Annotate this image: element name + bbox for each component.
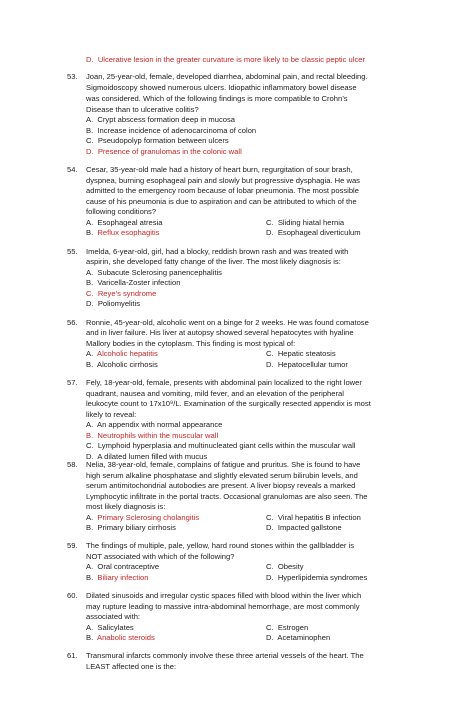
option-letter: D.: [86, 55, 94, 64]
question-stem-line: aspirin, she developed fatty change of the liver. The most likely diagnosis is:: [86, 257, 341, 266]
option-letter: C.: [86, 441, 94, 450]
option-text: A dilated lumen filled with mucus: [97, 452, 208, 461]
option-c: [266, 513, 361, 524]
question-stem-line: Sigmoidoscopy showed numerous ulcers. Idiopathic inflammatory bowel disease: [86, 83, 357, 92]
option-d: [86, 299, 140, 310]
option-a: [86, 562, 159, 573]
option-letter: D.: [86, 147, 94, 156]
question-stem-line: dyspnea, burning esophageal pain and slowly but progressive dysphagia. He was: [86, 176, 360, 185]
question-stem-line: Lymphocytic infiltrate in the portal tracts. Occasional granulomas are also seen. The: [86, 492, 368, 501]
option-text: Oral contraceptive: [97, 562, 160, 571]
option-text: Subacute Sclerosing panencephalitis: [97, 268, 222, 277]
question-stem-line: Ronnie, 45-year-old, alcoholic went on a binge for 2 weeks. He was found comatose: [86, 318, 369, 327]
option-b: [86, 126, 256, 137]
option-letter: C.: [266, 513, 274, 522]
question-stem-line: Transmural infarcts commonly involve these three arterial vessels of the heart. The: [86, 651, 364, 660]
question-stem-line: serum antimitochondrial autobodies are present. A liver biopsy reveals a marked: [86, 481, 356, 490]
option-letter: A.: [86, 420, 94, 429]
option-letter: C.: [266, 349, 274, 358]
option-text: Esophageal atresia: [97, 218, 163, 227]
option-text: Alcoholic cirrhosis: [97, 360, 158, 369]
option-c: [266, 218, 344, 229]
option-letter: D.: [266, 573, 274, 582]
option-d: [266, 573, 367, 584]
option-c-answer: [86, 289, 156, 300]
option-b: [86, 523, 176, 534]
option-text: Sliding hiatal hernia: [277, 218, 345, 227]
question-stem-line: The findings of multiple, pale, yellow, hard round stones within the gallbladder is: [86, 541, 355, 550]
option-text: Primary Sclerosing cholangitis: [97, 513, 200, 522]
option-d: [266, 360, 348, 371]
q52-option-d: [86, 55, 365, 66]
option-text: Estrogen: [277, 623, 309, 632]
question-stem-line: cause of his pneumonia is due to aspiration and can be attributed to which of the: [86, 197, 357, 206]
question-stem-line: following conditions?: [86, 207, 157, 216]
question-stem-line: most likely diagnosis is:: [86, 502, 166, 511]
option-text: Varicella-Zoster infection: [97, 278, 181, 287]
question-stem-line: Nelia, 38-year-old, female, complains of fatigue and pruritus. She is found to have: [86, 460, 361, 469]
option-text: Hyperlipidemia syndromes: [277, 573, 368, 582]
option-letter: C.: [86, 136, 94, 145]
question-stem-line: quadrant, nausea and vomiting, mild fever, and an elevation of the peripheral: [86, 389, 344, 398]
option-letter: C.: [266, 562, 274, 571]
option-text: Salicylates: [97, 623, 134, 632]
option-letter: D.: [86, 452, 94, 461]
option-d: [266, 633, 330, 644]
question-stem-line: was considered. Which of the following findings is more compatible to Crohn’s: [86, 94, 348, 103]
option-a: [86, 115, 235, 126]
option-b: [86, 360, 158, 371]
option-letter: A.: [86, 115, 94, 124]
question-stem-line: Fely, 18-year-old, female, presents with abdominal pain localized to the right lower: [86, 378, 362, 387]
option-letter: A.: [86, 623, 94, 632]
question-stem-line: Imelda, 6-year-old, girl, had a blocky, reddish brown rash and was treated with: [86, 247, 349, 256]
option-b-answer: [86, 573, 149, 584]
option-text: Increase incidence of adenocarcinoma of colon: [97, 126, 257, 135]
question-number: 58.: [67, 460, 78, 469]
option-letter: A.: [86, 513, 94, 522]
question-stem-line: leukocyte count to 17x10⁹/L. Examination of the surgically resected appendix is most: [86, 399, 371, 408]
question-number: 59.: [67, 541, 78, 550]
question-number: 55.: [67, 247, 78, 256]
question-stem-line: and in liver failure. His liver at autopsy showed several hepatocytes with hyaline: [86, 328, 354, 337]
option-text: An appendix with normal appearance: [97, 420, 223, 429]
option-letter: D.: [266, 633, 274, 642]
option-letter: A.: [86, 218, 94, 227]
question-stem-line: Joan, 25-year-old, female, developed diarrhea, abdominal pain, and rectal bleeding.: [86, 72, 368, 81]
option-letter: B.: [86, 431, 94, 440]
option-b-answer: [86, 431, 218, 442]
option-text: Presence of granulomas in the colonic wall: [97, 147, 242, 156]
option-c: [266, 623, 308, 634]
option-text: Biliary infection: [97, 573, 149, 582]
question-stem-line: may rupture leading to massive intra-abdominal hemorrhage, are most commonly: [86, 602, 360, 611]
option-c: [86, 136, 229, 147]
question-stem-line: LEAST affected one is the:: [86, 662, 177, 671]
option-letter: D.: [266, 523, 274, 532]
question-stem-line: NOT associated with which of the following?: [86, 552, 235, 561]
option-letter: B.: [86, 523, 94, 532]
option-letter: D.: [266, 228, 274, 237]
question-number: 53.: [67, 72, 78, 81]
question-number: 61.: [67, 651, 78, 660]
option-c: [86, 441, 355, 452]
option-c: [266, 349, 336, 360]
option-text: Neutrophils within the muscular wall: [97, 431, 219, 440]
option-letter: B.: [86, 228, 94, 237]
option-text: Hepatocellular tumor: [277, 360, 348, 369]
option-a: [86, 268, 222, 279]
option-d: [266, 228, 361, 239]
option-letter: B.: [86, 360, 94, 369]
option-letter: C.: [86, 289, 94, 298]
option-text: Primary biliary cirrhosis: [97, 523, 176, 532]
question-stem-line: high serum alkaline phosphatase and slightly elevated serum bilirubin levels, and: [86, 471, 358, 480]
question-stem-line: Cesar, 35-year-old male had a history of heart burn, regurgitation of sour brash,: [86, 165, 353, 174]
option-a: [86, 218, 162, 229]
option-letter: D.: [266, 360, 274, 369]
option-letter: A.: [86, 268, 94, 277]
option-text: Reye’s syndrome: [97, 289, 157, 298]
option-text: Lymphoid hyperplasia and multinucleated giant cells within the muscular wall: [97, 441, 356, 450]
option-text: Acetaminophen: [277, 633, 331, 642]
option-text: Hepatic steatosis: [277, 349, 336, 358]
option-letter: C.: [266, 218, 274, 227]
option-letter: A.: [86, 349, 94, 358]
option-c: [266, 562, 304, 573]
question-stem-line: admitted to the emergency room because of lobar pneumonia. The most possible: [86, 186, 359, 195]
option-letter: B.: [86, 573, 94, 582]
option-text: Obesity: [277, 562, 304, 571]
option-a-answer: [86, 513, 199, 524]
option-text: Viral hepatitis B infection: [277, 513, 361, 522]
question-number: 60.: [67, 591, 78, 600]
option-letter: B.: [86, 633, 94, 642]
option-text: Poliomyelitis: [97, 299, 141, 308]
question-stem-line: Disease than to ulcerative colitis?: [86, 105, 199, 114]
option-text: Impacted gallstone: [277, 523, 342, 532]
option-letter: D.: [86, 299, 94, 308]
option-text: Esophageal diverticulum: [277, 228, 361, 237]
option-text: Pseudopolyp formation between ulcers: [97, 136, 229, 145]
question-number: 54.: [67, 165, 78, 174]
option-letter: C.: [266, 623, 274, 632]
option-letter: B.: [86, 126, 94, 135]
option-letter: A.: [86, 562, 94, 571]
option-letter: B.: [86, 278, 94, 287]
question-stem-line: Dilated sinusoids and irregular cystic spaces filled with blood within the liver which: [86, 591, 362, 600]
option-d-answer: [86, 147, 242, 158]
question-stem-line: associated with:: [86, 612, 141, 621]
option-b-answer: [86, 228, 159, 239]
option-b-answer: [86, 633, 155, 644]
option-a-answer: [86, 349, 158, 360]
question-number: 56.: [67, 318, 78, 327]
option-text: Anabolic steroids: [97, 633, 155, 642]
option-text: Crypt abscess formation deep in mucosa: [97, 115, 236, 124]
option-a: [86, 420, 222, 431]
question-stem-line: likely to reveal:: [86, 410, 137, 419]
option-d: [266, 523, 342, 534]
option-text: Reflux esophagitis: [97, 228, 160, 237]
option-text: Ulcerative lesion in the greater curvature is more likely to be classic peptic ulcer: [97, 55, 365, 64]
option-a: [86, 623, 134, 634]
option-b: [86, 278, 180, 289]
question-number: 57.: [67, 378, 78, 387]
question-stem-line: Mallory bodies in the cytoplasm. This finding is most typical of:: [86, 339, 296, 348]
option-text: Alcoholic hepatitis: [97, 349, 158, 358]
